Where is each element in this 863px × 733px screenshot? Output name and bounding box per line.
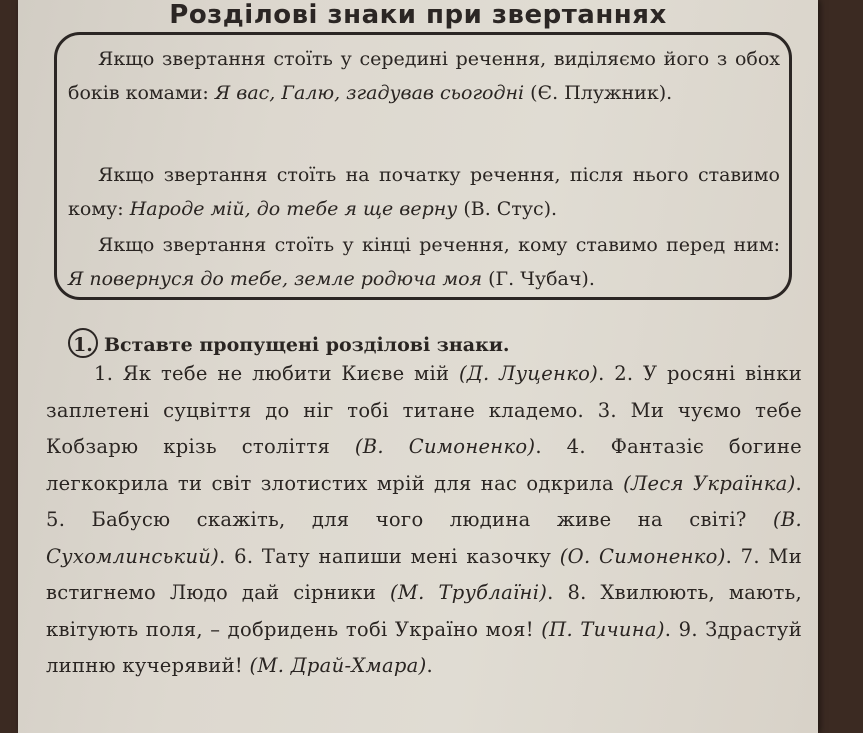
sentence-text: . 9. Здрастуй липню кучерявий! xyxy=(46,617,802,677)
textbook-page xyxy=(18,0,818,733)
sentence-author: (Леся Українка) xyxy=(623,471,796,495)
sentence-text: . 6. Тату напиши мені казочку xyxy=(219,544,560,568)
sentence-author: (В. Сухомлинський) xyxy=(46,508,802,568)
rule-3-source: (Г. Чубач). xyxy=(482,268,595,290)
sentence-author: (М. Трублаїні) xyxy=(389,581,548,604)
rule-3-text: Якщо звертання стоїть у кінці речення, кому ставимо перед ним: xyxy=(98,234,780,256)
sentence-text: . 2. У росяні вінки заплетені суцвіття до ніг тобі титане кладемо. 3. Ми чуємо тебе Кобзарю крізь століття xyxy=(46,362,802,458)
sentence-author: (П. Тичина) xyxy=(541,617,665,641)
rule-paragraph-3 xyxy=(68,228,780,296)
rule-1-source: (Є. Плужник). xyxy=(524,82,673,104)
sentence-author: (М. Драй-Хмара) xyxy=(249,654,427,677)
rule-2-source: (В. Стус). xyxy=(457,198,558,220)
sentence-text: . 7. Ми встигнемо Людо дай сірники xyxy=(46,544,802,604)
rule-2-example: Народе мій, до тебе я ще верну xyxy=(129,198,458,220)
exercise-instruction: Вставте пропущені розділові знаки. xyxy=(104,334,510,356)
sentence-author: (В. Симоненко) xyxy=(354,435,536,458)
exercise-text xyxy=(46,356,802,685)
rule-2-text: Якщо звертання стоїть на початку речення, після нього ставимо кому: xyxy=(68,164,780,220)
sentence-text: 1. Як тебе не любити Києве мій xyxy=(94,362,459,385)
rule-3-example: Я повернуся до тебе, земле родюча моя xyxy=(68,268,483,290)
sentence-text: . 4. Фантазіє богине легкокрила ти світ злотистих мрій для нас одкрила xyxy=(46,435,802,495)
sentence-author: (Д. Луценко) xyxy=(458,362,599,385)
rule-paragraph-2 xyxy=(68,158,780,226)
rule-1-example: Я вас, Галю, згадував сьогодні xyxy=(214,82,525,104)
page-title: Розділові знаки при звертаннях xyxy=(169,0,667,30)
sentence-text: . 5. Бабусю скажіть, для чого людина живе на світі? xyxy=(46,471,802,531)
sentence-text: . 8. Хвилюють, мають, квітують поля, – добридень тобі Україно моя! xyxy=(46,581,803,641)
rule-1-text: Якщо звертання стоїть у середині речення, виділяємо його з обох боків комами: xyxy=(68,48,780,104)
exercise-heading xyxy=(68,328,780,358)
exercise-number: 1. xyxy=(68,328,98,358)
rule-paragraph-1 xyxy=(68,42,780,110)
sentence-text: . xyxy=(426,654,434,677)
sentence-author: (О. Симоненко) xyxy=(559,544,726,568)
